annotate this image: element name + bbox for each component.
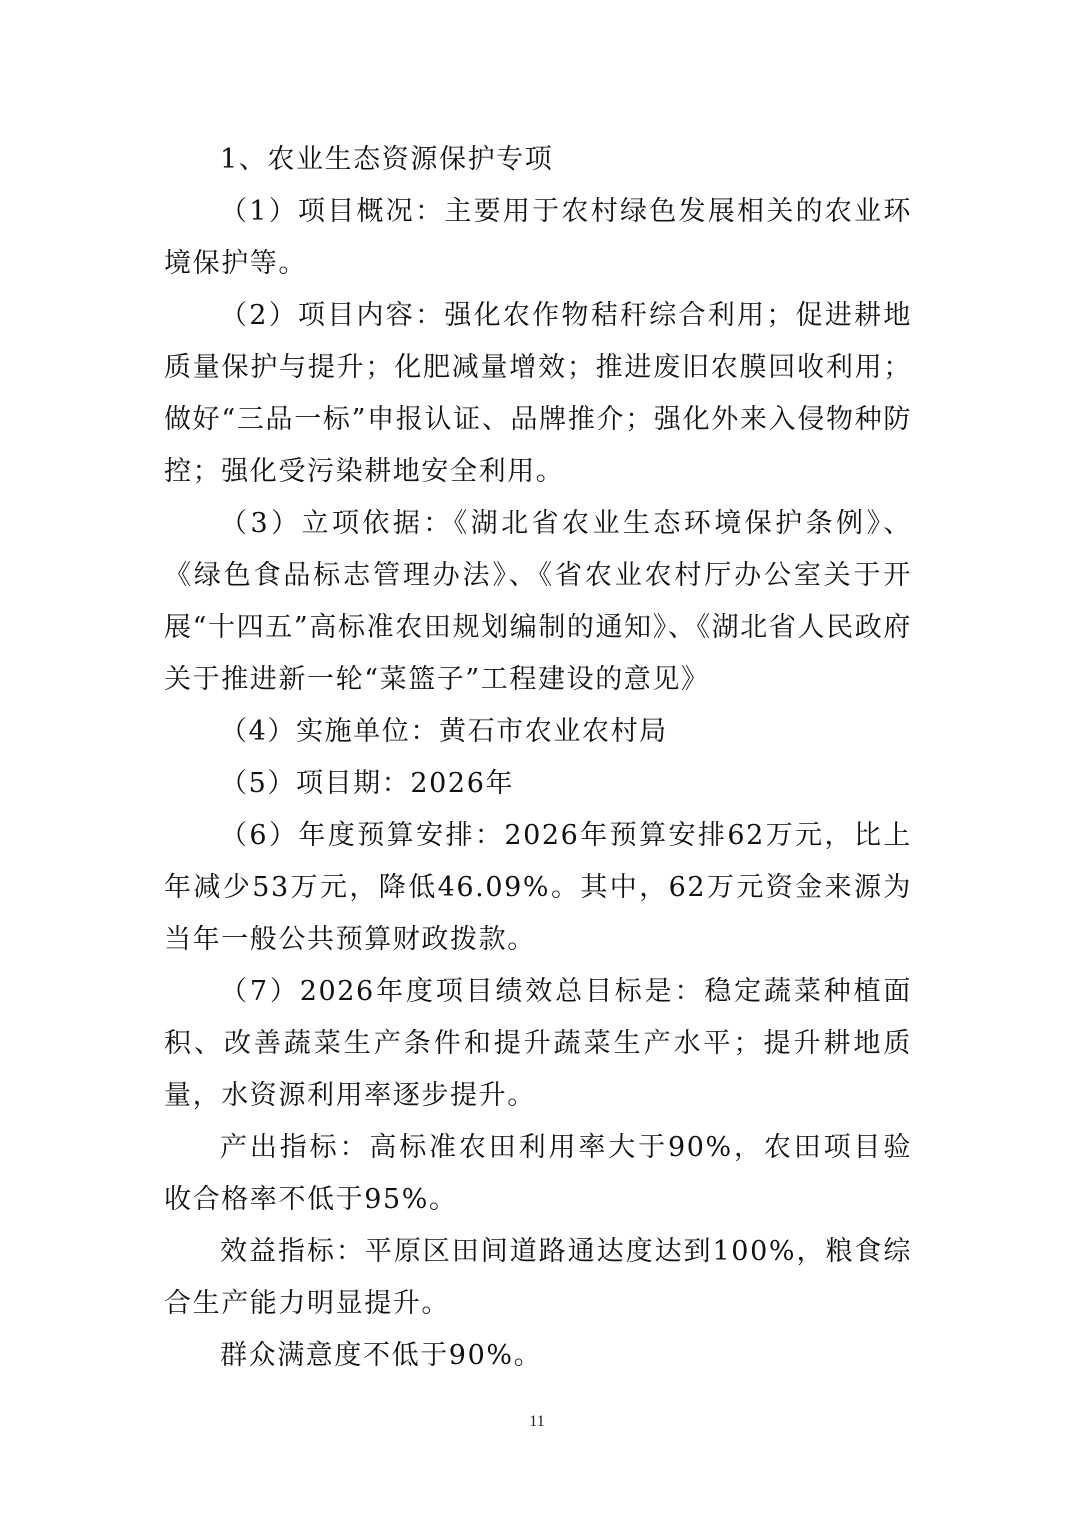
annual-budget-paragraph: （6）年度预算安排：2026年预算安排62万元，比上年减少53万元，降低46.09%。其中，62万元资金来源为当年一般公共预算财政拨款。 bbox=[164, 820, 912, 955]
project-overview-paragraph: （1）项目概况：主要用于农村绿色发展相关的农业环境保护等。 bbox=[164, 196, 912, 279]
benefit-indicator-paragraph: 效益指标：平原区田间道路通达度达到100%，粮食综合生产能力明显提升。 bbox=[164, 1236, 912, 1319]
project-content-paragraph: （2）项目内容：强化农作物秸秆综合利用；促进耕地质量保护与提升；化肥减量增效；推进废旧农膜回收利用；做好“三品一标”申报认证、品牌推介；强化外来入侵物种防控；强化受污染耕地安全利用。 bbox=[164, 300, 912, 487]
project-basis-paragraph: （3）立项依据：《湖北省农业生态环境保护条例》、《绿色食品标志管理办法》、《省农业农村厅办公室关于开展“十四五”高标准农田规划编制的通知》、《湖北省人民政府关于推进新一轮“菜篮子”工程建设的意见》 bbox=[164, 508, 912, 695]
page-number: 11 bbox=[529, 1413, 545, 1430]
project-period-paragraph: （5）项目期：2026年 bbox=[220, 768, 515, 799]
performance-goal-paragraph: （7）2026年度项目绩效总目标是：稳定蔬菜种植面积、改善蔬菜生产条件和提升蔬菜生产水平；提升耕地质量，水资源利用率逐步提升。 bbox=[164, 976, 912, 1111]
section-heading: 1、农业生态资源保护专项 bbox=[220, 144, 554, 175]
satisfaction-indicator-paragraph: 群众满意度不低于90%。 bbox=[220, 1340, 543, 1371]
output-indicator-paragraph: 产出指标：高标准农田利用率大于90%，农田项目验收合格率不低于95%。 bbox=[164, 1132, 912, 1215]
document-body bbox=[164, 134, 912, 1382]
implementing-unit-paragraph: （4）实施单位：黄石市农业农村局 bbox=[220, 716, 668, 747]
